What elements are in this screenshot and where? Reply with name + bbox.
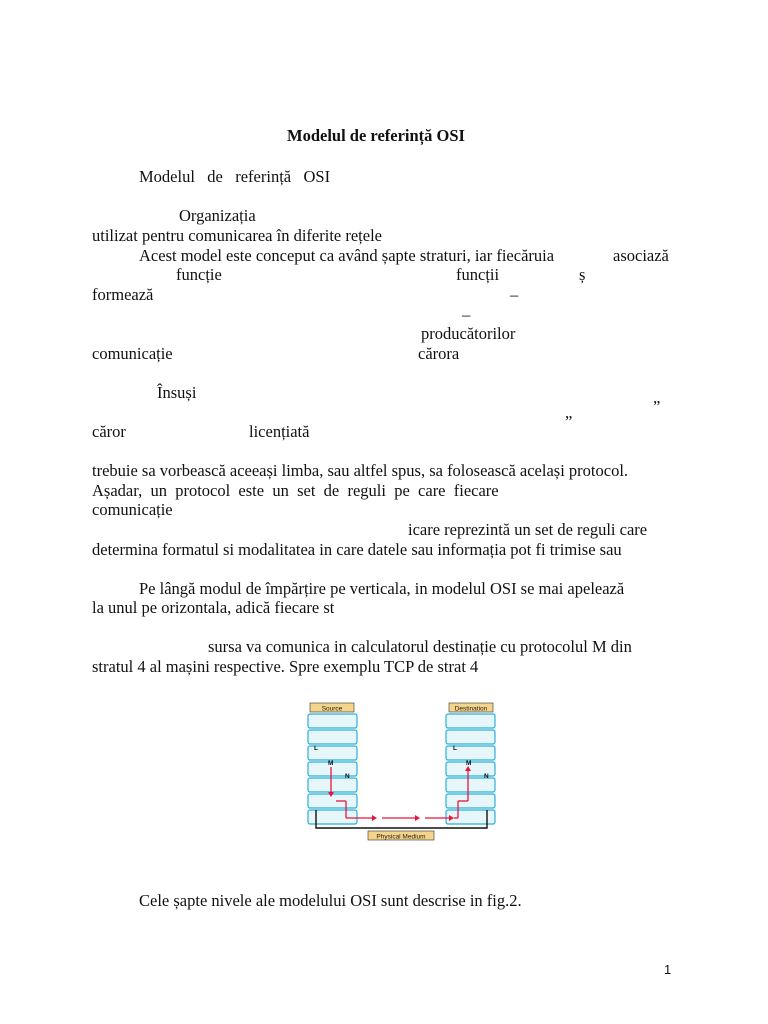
- source-layer-n: N: [345, 773, 350, 780]
- destination-layer-l: L: [453, 745, 457, 752]
- text-line: asociază: [613, 246, 669, 265]
- text-line: trebuie sa vorbească aceeași limba, sau altfel spus, sa folosească același protocol.: [92, 461, 629, 480]
- page-number: 1: [664, 962, 672, 977]
- text-line: comunicație: [92, 344, 173, 363]
- physical-medium-label: Physical Medium: [376, 833, 426, 841]
- destination-layer-n: N: [484, 773, 489, 780]
- text-line: –: [462, 305, 471, 324]
- text-line: Așadar, un protocol este un set de reguli pe care fiecare: [92, 481, 499, 500]
- text-line: formează: [92, 285, 154, 304]
- document-title: Modelul de referință OSI: [287, 126, 465, 145]
- text-line: funcții: [456, 265, 500, 284]
- text-line: –: [510, 285, 519, 304]
- text-line: licențiată: [249, 422, 310, 441]
- text-line: la unul pe orizontala, adică fiecare st: [92, 598, 335, 617]
- destination-label: Destination: [454, 705, 488, 713]
- source-label: Source: [321, 705, 343, 713]
- text-line: ”: [653, 397, 661, 416]
- text-line: „: [565, 403, 573, 422]
- source-layer-m: M: [328, 760, 334, 767]
- text-line: comunicație: [92, 500, 173, 519]
- text-line: Organizația: [179, 206, 256, 225]
- text-line: Însuși: [157, 383, 197, 402]
- source-stack: [308, 714, 357, 824]
- text-line: cărora: [418, 344, 460, 363]
- text-line: funcție: [176, 265, 222, 284]
- destination-stack: [446, 714, 495, 824]
- text-line: icare reprezintă un set de reguli care: [408, 520, 648, 539]
- destination-layer-m: M: [466, 760, 472, 767]
- text-line: determina formatul si modalitatea in care datele sau informația pot fi trimise sau: [92, 540, 622, 559]
- figure-caption: Cele șapte nivele ale modelului OSI sunt descrise in fig.2.: [139, 891, 522, 910]
- text-line: Acest model este conceput ca având șapte straturi, iar fiecăruia: [139, 246, 555, 265]
- text-line: sursa va comunica in calculatorul destinație cu protocolul M din: [208, 637, 632, 656]
- text-line: căror: [92, 422, 126, 441]
- text-line: Modelul de referință OSI: [139, 167, 331, 186]
- source-layer-l: L: [314, 745, 318, 752]
- text-line: stratul 4 al mașini respective. Spre exemplu TCP de strat 4: [92, 657, 479, 676]
- text-line: Pe lângă modul de împărțire pe verticala, in modelul OSI se mai apelează: [139, 579, 625, 598]
- text-line: producătorilor: [421, 324, 516, 343]
- text-line: ș: [579, 265, 586, 284]
- text-line: utilizat pentru comunicarea în diferite rețele: [92, 226, 382, 245]
- osi-diagram: [300, 700, 500, 845]
